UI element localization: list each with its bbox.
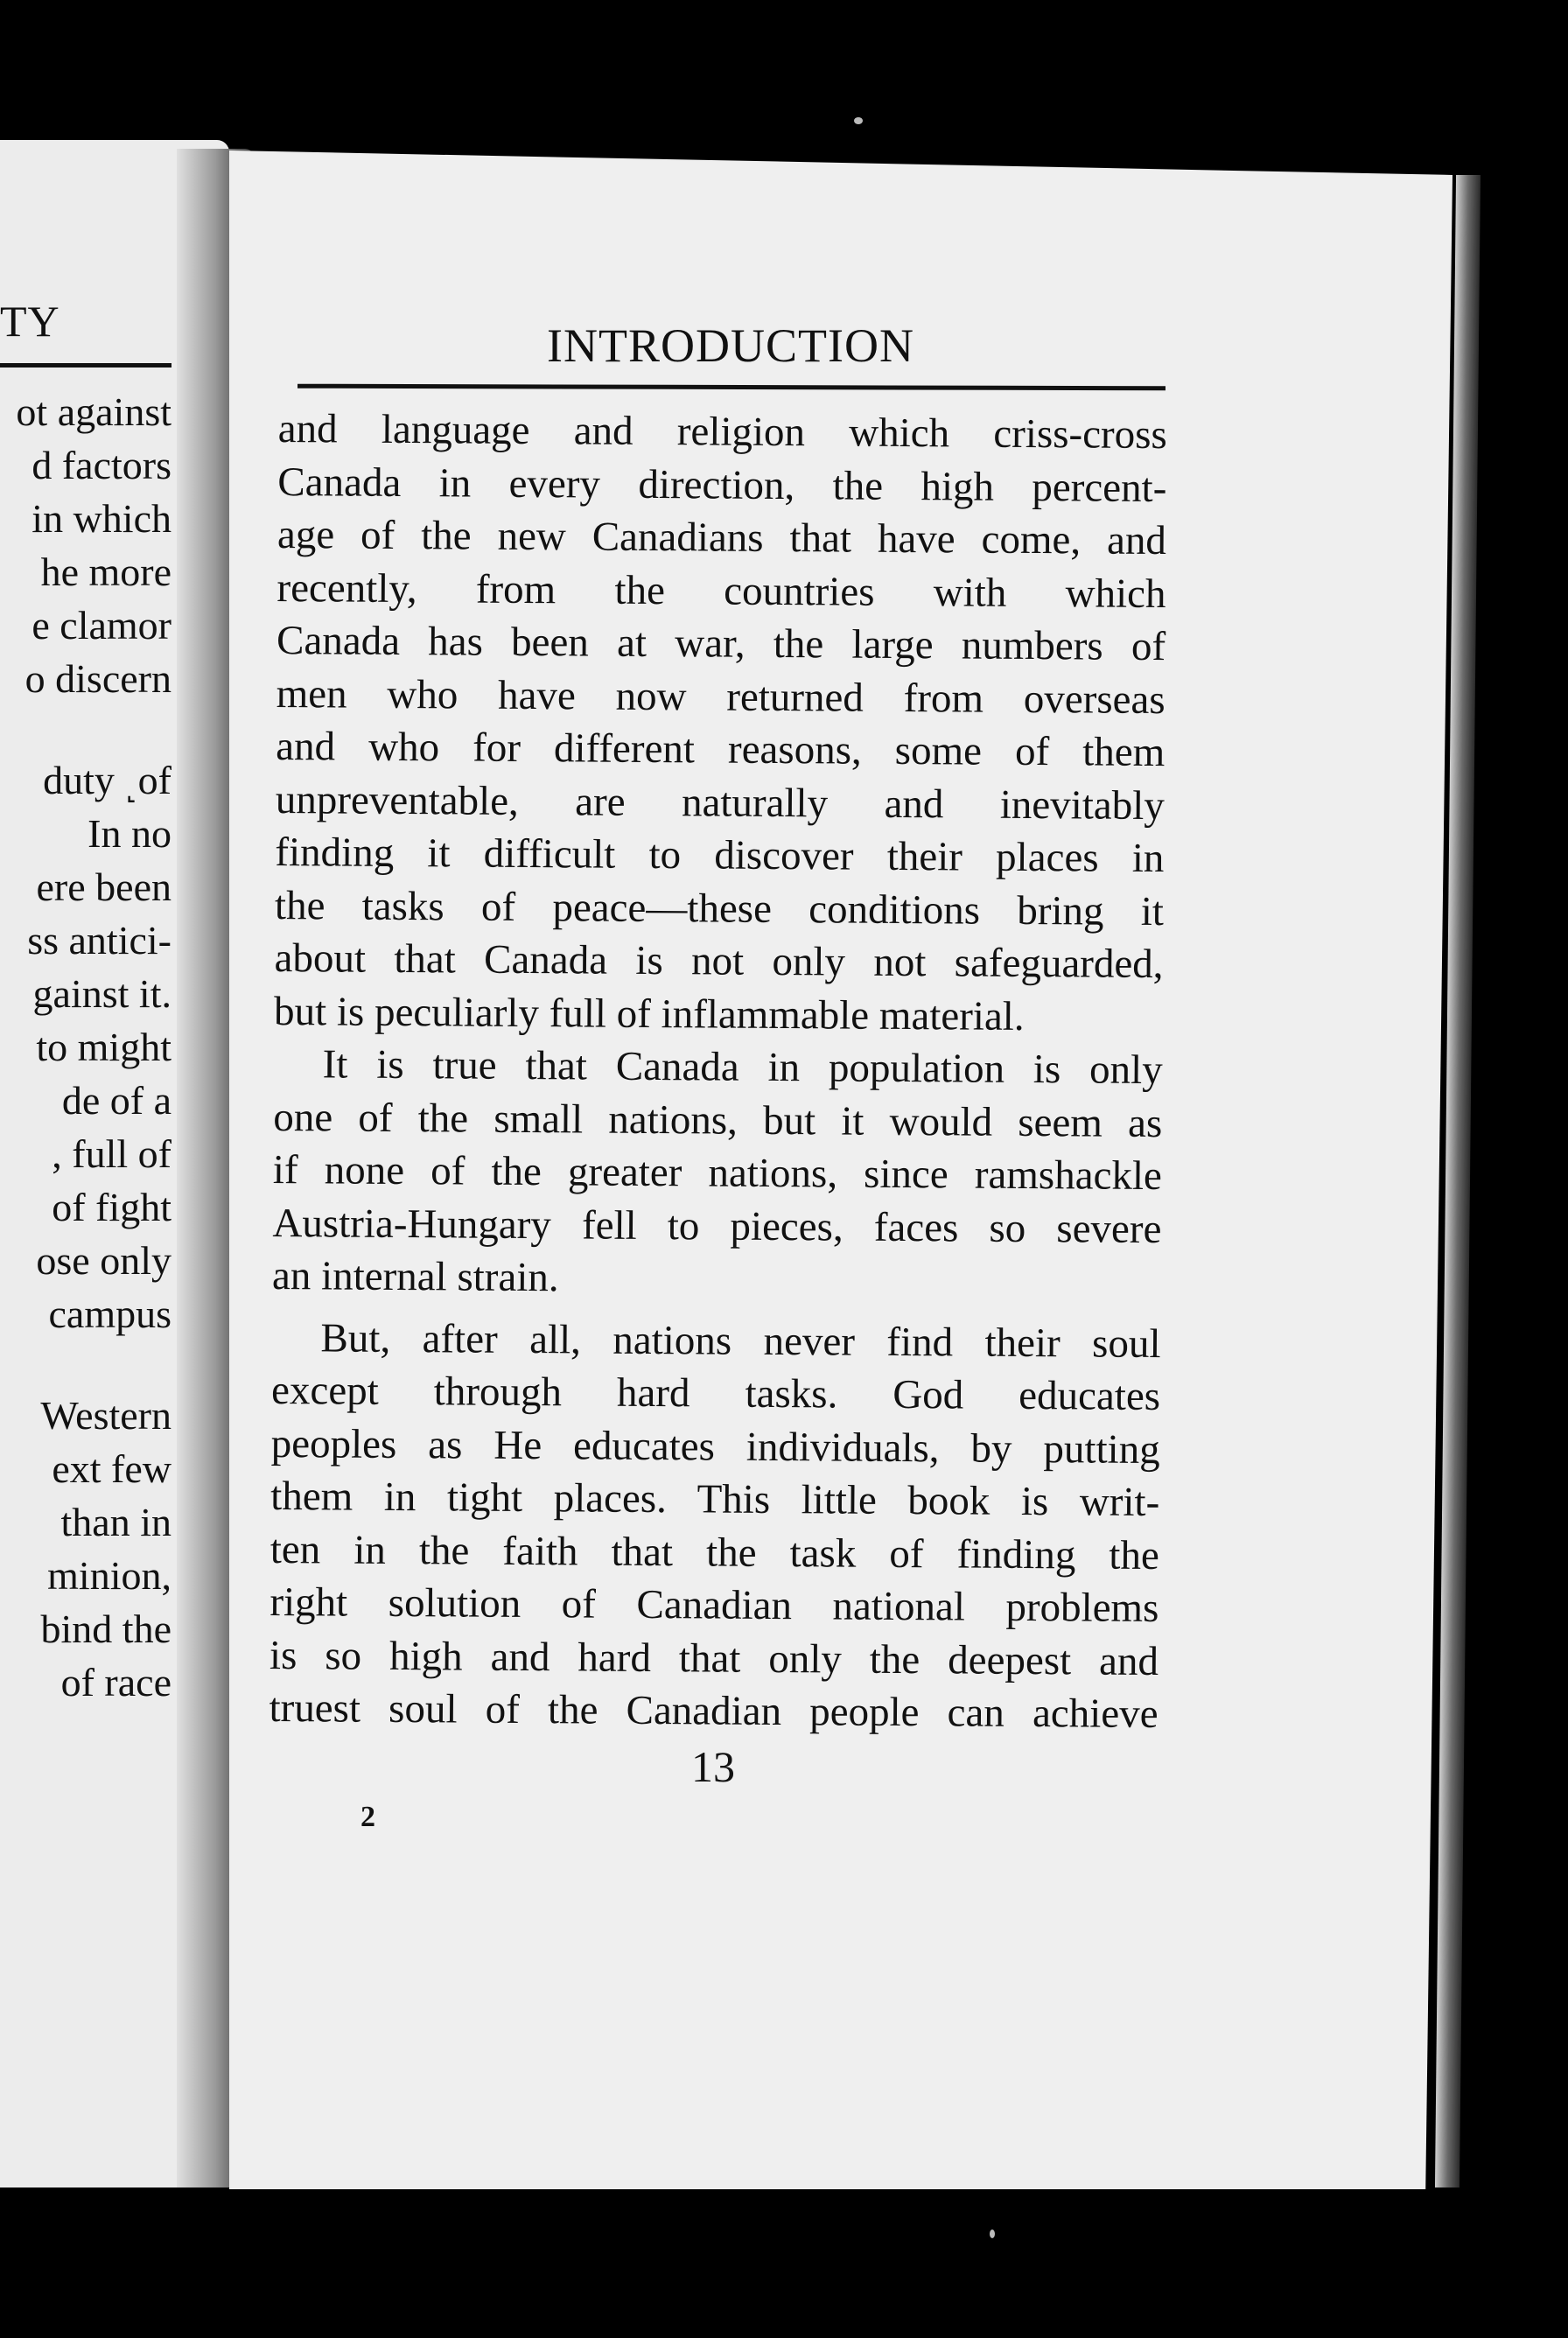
left-text-line: to might — [36, 1025, 172, 1069]
left-text-line: d factors — [32, 443, 172, 487]
paragraph-3-line: truest soul of the Canadian people can achieve — [269, 1684, 1158, 1738]
left-text-line: ot against — [16, 389, 172, 434]
left-text-line: In no — [88, 811, 172, 856]
dust-speck — [990, 2230, 995, 2238]
left-running-head: TY — [0, 297, 60, 346]
page-number: 13 — [691, 1742, 735, 1791]
paragraph-2-line: Austria-Hungary fell to pieces, faces so severe — [272, 1200, 1162, 1252]
left-text-line: of race — [60, 1660, 172, 1704]
paragraph-1-line: about that Canada is not only not safeguarded, — [274, 934, 1164, 988]
paragraph-3-line: them in tight places. This little book is writ- — [270, 1473, 1160, 1526]
paragraph-1-line: and language and religion which criss-cross — [277, 405, 1167, 458]
paragraph-3-line: But, after all, nations never find their soul — [320, 1314, 1161, 1367]
paragraph-1-line: and who for different reasons, some of them — [276, 723, 1166, 776]
paragraph-3-line: is so high and hard that only the deepest and — [269, 1632, 1159, 1684]
paragraph-1-line: Canada in every direction, the high percent- — [277, 458, 1167, 511]
left-paragraph-gap — [0, 705, 172, 753]
page-title: INTRODUCTION — [547, 319, 914, 372]
left-text-line: o discern — [24, 656, 172, 701]
paragraph-2-line: It is true that Canada in population is only — [322, 1041, 1163, 1094]
left-text-line: than in — [60, 1500, 172, 1544]
left-paragraph-gap — [0, 1340, 172, 1389]
paragraph-1-line: men who have now returned from overseas — [276, 670, 1166, 723]
left-text-line: of fight — [52, 1185, 172, 1229]
dust-speck — [854, 117, 863, 124]
paragraph-1-line: unpreventable, are naturally and inevitably — [275, 776, 1165, 829]
paragraph-3-line: ten in the faith that the task of finding the — [270, 1526, 1160, 1578]
paragraph-1-line: the tasks of peace—these conditions bring it — [274, 882, 1165, 934]
body-text — [269, 402, 1167, 1741]
left-text-line: , full of — [52, 1131, 172, 1176]
left-text-line: ext few — [52, 1446, 172, 1491]
left-page-text — [0, 385, 172, 1709]
left-text-line: ere been — [36, 864, 172, 909]
left-text-line: in which — [32, 496, 172, 541]
paragraph-3-line: right solution of Canadian national problems — [270, 1578, 1159, 1632]
left-text-line: gainst it. — [32, 971, 172, 1016]
left-text-line: ss antici- — [27, 918, 172, 962]
signature-mark: 2 — [360, 1801, 375, 1833]
paragraph-1-line: Canada has been at war, the large numbers of — [276, 617, 1166, 670]
left-text-line: he more — [40, 550, 172, 594]
paragraph-1-line: age of the new Canadians that have come, and — [276, 511, 1167, 564]
left-text-line: duty ˻of — [43, 758, 172, 802]
paragraph-2-line: one of the small nations, but it would seem as — [273, 1094, 1163, 1146]
left-text-line: campus — [48, 1292, 172, 1336]
left-text-line: bind the — [40, 1606, 172, 1651]
left-text-line: Western — [40, 1393, 172, 1438]
left-text-line: ose only — [36, 1238, 172, 1283]
left-text-line: e clamor — [32, 603, 172, 648]
paragraph-3-line: peoples as He educates individuals, by putting — [270, 1420, 1160, 1473]
paragraph-2-line: if none of the greater nations, since ramshackle — [272, 1146, 1163, 1200]
paragraph-1-line: recently, from the countries with which — [276, 564, 1166, 617]
paragraph-1-line: finding it difficult to discover their places in — [275, 829, 1165, 882]
left-head-rule — [0, 363, 172, 368]
left-text-line: de of a — [61, 1078, 172, 1123]
paragraph-3-line: except through hard tasks. God educates — [270, 1367, 1161, 1420]
left-text-line: minion, — [47, 1553, 172, 1598]
paragraph-2-line: an internal strain. — [271, 1252, 559, 1301]
paragraph-1-line: but is peculiarly full of inflammable material. — [273, 988, 1025, 1040]
